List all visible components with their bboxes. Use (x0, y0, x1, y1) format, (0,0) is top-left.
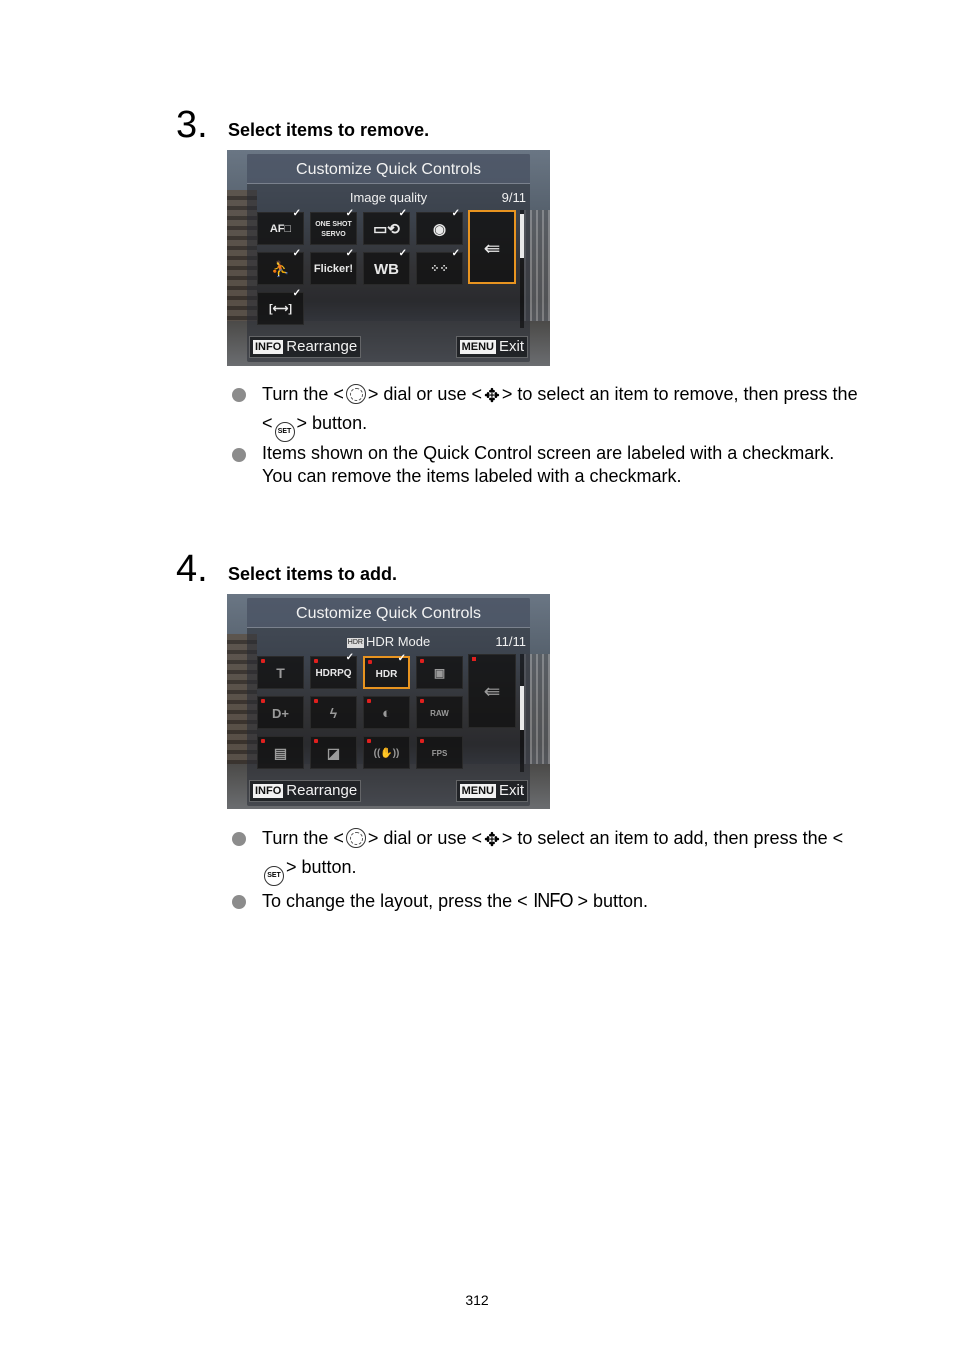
exit-button[interactable] (456, 780, 528, 802)
text-part: > to select an item to remove, then press the < (262, 384, 858, 433)
unassigned-marker (367, 699, 371, 703)
rearrange-label: Rearrange (286, 338, 358, 355)
cell-label: RAW (430, 709, 449, 718)
multi-controller-icon: ✥ (483, 830, 500, 851)
screen-header: Customize Quick Controls (247, 154, 530, 184)
step-number: 3. (176, 104, 208, 146)
unassigned-marker (420, 699, 424, 703)
grid-item-focus-bracketing[interactable] (257, 736, 304, 769)
text-part: To change the layout, press the < (262, 891, 528, 911)
menu-panel (247, 154, 530, 362)
grid-item-drive-mode[interactable] (363, 208, 410, 245)
screen-header: Customize Quick Controls (247, 598, 530, 628)
image-quality-icon: ⇚ (483, 238, 501, 260)
page-indicator: 9/11 (501, 190, 526, 205)
step-title: Select items to remove. (228, 120, 430, 140)
cell-label: D+ (272, 706, 289, 721)
exit-button[interactable] (456, 336, 528, 358)
instruction-text (262, 888, 862, 914)
cell-label: ◉ (432, 221, 447, 238)
grid-item-raw-burst[interactable] (416, 696, 463, 729)
grid-item-frame-rate[interactable] (416, 736, 463, 769)
cell-label: FPS (431, 749, 448, 758)
cell-label: ◐ (381, 705, 392, 722)
grid-item-highlight-tone[interactable] (257, 696, 304, 729)
dial-icon (346, 384, 366, 404)
quick-controls-screen-remove (227, 150, 550, 366)
checkmark-icon: ✓ (397, 653, 406, 664)
grid-item-multiple-exposure[interactable] (416, 656, 463, 689)
screen-subtitle: Image quality (349, 190, 428, 205)
step-number: 4. (176, 548, 208, 590)
text-part: > button. (296, 413, 368, 433)
image-quality-icon: ⇚ (483, 681, 501, 703)
menu-key: MENU (461, 785, 494, 797)
set-button-icon: SET (264, 866, 284, 886)
page-number: 312 (465, 1292, 489, 1308)
hdr-icon: HDR (347, 639, 363, 646)
info-button-icon: INFO (532, 890, 573, 912)
rearrange-button[interactable] (249, 336, 361, 358)
cell-label: ⁘⁘ (430, 263, 449, 275)
step-title: Select items to add. (228, 564, 398, 584)
grid-item-image-stabilizer[interactable] (363, 736, 410, 769)
scrollbar[interactable] (520, 654, 524, 772)
text-part: > to select an item to add, then press the < (501, 828, 844, 848)
exit-label: Exit (498, 782, 524, 799)
unassigned-marker (314, 699, 318, 703)
cell-label: WB (374, 261, 399, 278)
cell-label: ◪ (326, 745, 341, 761)
bullet-icon (232, 832, 246, 846)
grid-item-white-balance[interactable] (363, 248, 410, 285)
text-part: Turn the < (262, 828, 344, 848)
screen-footer (247, 336, 530, 358)
multi-controller-icon: ✥ (483, 386, 500, 407)
quick-controls-screen-add (227, 594, 550, 809)
checkmark-icon: ✓ (398, 208, 407, 219)
instruction-text: Items shown on the Quick Control screen are labeled with a checkmark. You can remove the items labeled with a checkmark. (262, 443, 835, 486)
info-key: INFO (255, 785, 282, 797)
cell-label: T (276, 665, 285, 681)
grid-item-display-off[interactable] (310, 736, 357, 769)
menu-panel (247, 598, 530, 806)
grid-item-hdr-pq[interactable] (310, 652, 357, 689)
scroll-thumb[interactable] (520, 686, 524, 730)
instruction-text (262, 825, 862, 886)
checkmark-icon: ✓ (398, 248, 407, 259)
set-button-icon: SET (275, 422, 295, 442)
screen-subtitle (247, 634, 530, 649)
grid-item-af-method[interactable] (257, 208, 304, 245)
cell-label: [⟷] (268, 303, 293, 315)
instruction-text (262, 381, 862, 442)
text-part: > dial or use < (367, 828, 482, 848)
page-indicator: 11/11 (495, 634, 526, 649)
menu-key: MENU (461, 341, 494, 353)
scroll-thumb[interactable] (520, 214, 524, 258)
text-part: > dial or use < (367, 384, 482, 404)
checkmark-icon: ✓ (345, 652, 354, 663)
dial-icon (346, 828, 366, 848)
exit-label: Exit (498, 338, 524, 355)
checkmark-icon: ✓ (292, 248, 301, 259)
info-key: INFO (255, 341, 282, 353)
subtitle-label: HDR Mode (365, 634, 431, 649)
unassigned-marker (420, 739, 424, 743)
grid-item-af-operation[interactable] (310, 208, 357, 245)
cell-label: ((✋)) (373, 748, 400, 759)
bullet-icon (232, 895, 246, 909)
cell-label: Flicker! (313, 263, 354, 275)
selected-item-image-quality[interactable] (468, 210, 516, 284)
cell-label: ▤ (273, 745, 288, 761)
cell-label: ▭⟲ (373, 221, 400, 238)
grid-item-hdr-mode[interactable] (363, 653, 410, 689)
cell-label: HDR (375, 669, 398, 680)
screen-footer (247, 780, 530, 802)
unassigned-marker (261, 659, 265, 663)
checkmark-icon: ✓ (451, 248, 460, 259)
rearrange-button[interactable] (249, 780, 361, 802)
bullet-icon (232, 448, 246, 462)
grid-item-picture-style[interactable] (257, 248, 304, 285)
unassigned-marker (420, 659, 424, 663)
checkmark-icon: ✓ (292, 208, 301, 219)
unassigned-marker (314, 659, 318, 663)
grid-item-metering[interactable] (416, 208, 463, 245)
unassigned-marker (314, 739, 318, 743)
checkmark-icon: ✓ (292, 288, 301, 299)
cell-label: HDRPQ (315, 668, 352, 679)
grid-item-touch-shutter[interactable] (257, 656, 304, 689)
unassigned-marker (367, 739, 371, 743)
checkmark-icon: ✓ (451, 208, 460, 219)
rearrange-label: Rearrange (286, 782, 358, 799)
text-part: > button. (286, 857, 357, 877)
unassigned-marker (261, 699, 265, 703)
grid-item-creative-filter[interactable] (363, 696, 410, 729)
bullet-icon (232, 388, 246, 402)
cell-label: ONE SHOT SERVO (315, 221, 352, 238)
grid-item-aspect[interactable] (257, 288, 304, 325)
unassigned-marker (261, 739, 265, 743)
cell-label: ⛹ (271, 261, 290, 278)
unassigned-marker (472, 657, 476, 661)
checkmark-icon: ✓ (345, 208, 354, 219)
grid-item-image-quality-unselected[interactable] (468, 654, 516, 728)
scrollbar[interactable] (520, 210, 524, 328)
grid-item-flash[interactable] (310, 696, 357, 729)
grid-item-flicker[interactable] (310, 248, 357, 285)
grid-item-wb-shift[interactable] (416, 248, 463, 285)
checkmark-icon: ✓ (345, 248, 354, 259)
cell-label: ϟ (329, 705, 338, 721)
text-part: > button. (577, 891, 649, 911)
cell-label: ▣ (433, 666, 446, 680)
text-part: Turn the < (262, 384, 344, 404)
unassigned-marker (368, 660, 372, 664)
cell-label: AF□ (269, 223, 292, 235)
